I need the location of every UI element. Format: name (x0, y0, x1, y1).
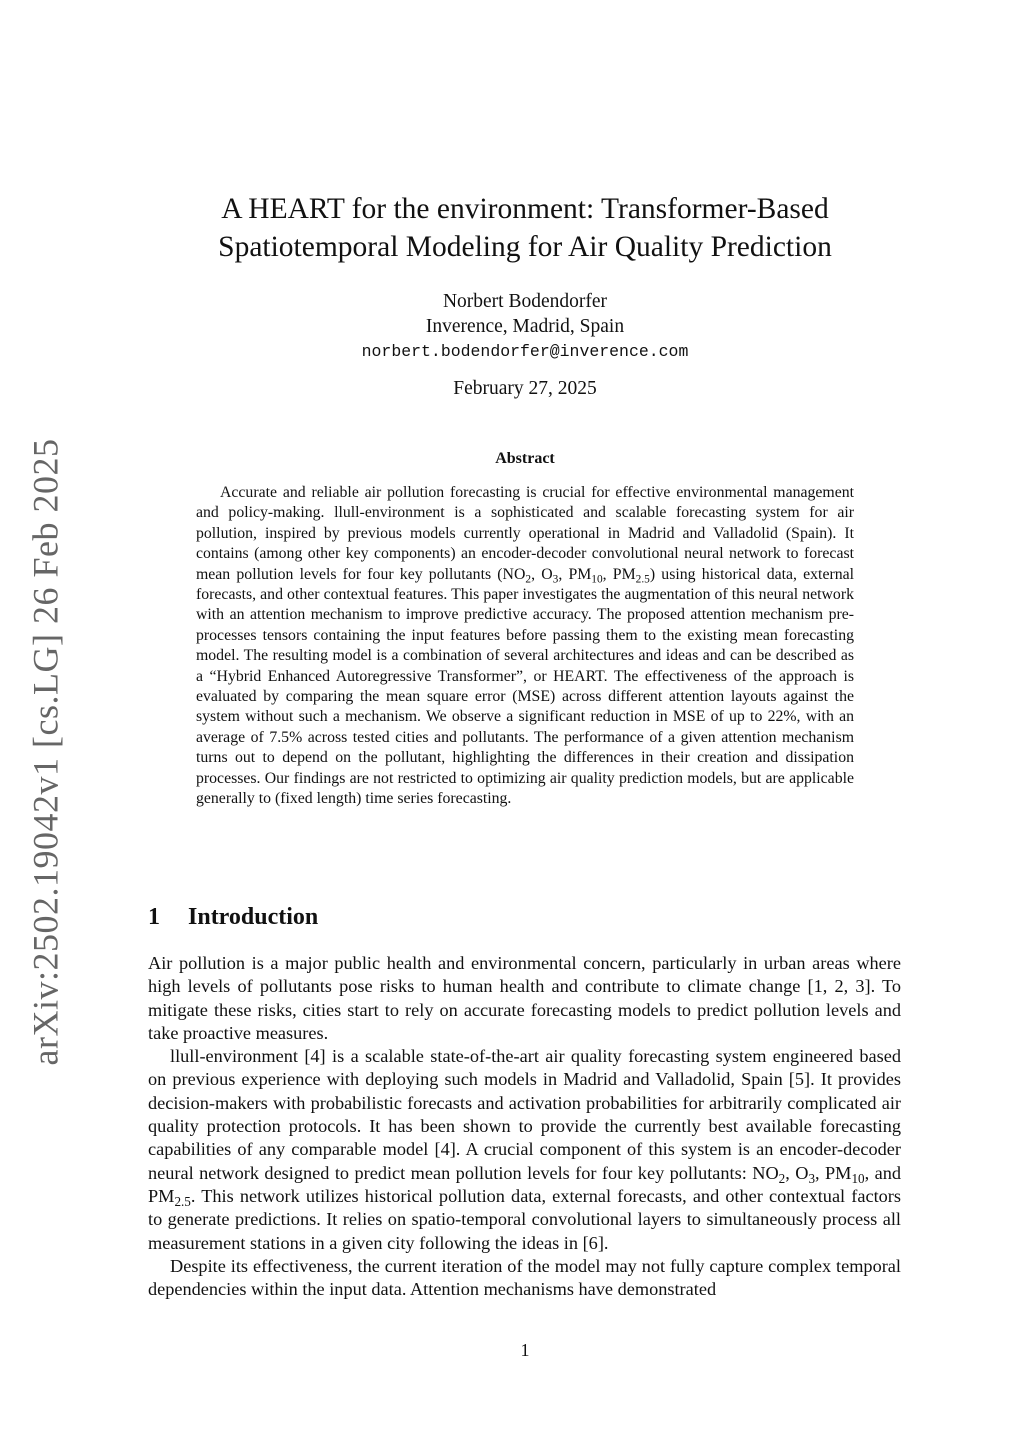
introduction-body (148, 952, 901, 1301)
author-name: Norbert Bodendorfer (442, 291, 608, 312)
intro-paragraph-1: Air pollution is a major public health and environmental concern, particularly in urban areas where high levels of pollutants pose risks to human health and contribute to climate change [1, 2, 3]. To mitigate these risks, cities start to rely on accurate forecasting models to predict pollution levels and take proactive measures. (148, 953, 901, 1043)
subscript: 10 (591, 573, 603, 586)
subscript: 2 (778, 1170, 786, 1186)
abstract-segment: , O (531, 565, 553, 583)
arxiv-identifier-text: arXiv:2502.19042v1 [cs.LG] 26 Feb 2025 (25, 438, 66, 1066)
intro-paragraph-2 (148, 1045, 901, 1255)
subscript: 2.5 (174, 1193, 191, 1209)
intro-paragraph-3: Despite its effectiveness, the current iteration of the model may not fully capture complex temporal dependencies within the input data. Attention mechanisms have demonstrated (148, 1255, 901, 1300)
author-block (150, 289, 900, 364)
intro-segment: . This network utilizes historical pollution data, external forecasts, and other contextual factors to generate predictions. It relies on spatio-temporal convolutional layers to simultaneously process all measurement stations in a given city following the ideas in [6]. (148, 1185, 901, 1253)
abstract-text (196, 483, 854, 810)
intro-segment: , and PM (148, 1162, 901, 1206)
intro-segment: llull-environment [4] is a scalable state-of-the-art air quality forecasting system engineered based on previous experience with deploying such models in Madrid and Valladolid, Spain [5]. It provides decision-makers with probabilistic forecasts and activation probabilities for arbitrarily complicated air quality protection protocols. It has been shown to provide the currently best available forecasting capabilities of any comparable model [4]. A crucial component of this system is an encoder-decoder neural network designed to predict mean pollution levels for four key pollutants: NO (148, 1046, 901, 1183)
page-number: 1 (520, 1340, 530, 1360)
abstract-segment: ) using historical data, external forecasts, and other contextual features. This paper investigates the augmentation of this neural network with an attention mechanism to improve predictive accuracy. The proposed attention mechanism pre-processes tensors containing the input features before passing them to the existing mean forecasting model. The resulting model is a combination of several architectures and ideas and can be described as a “Hybrid Enhanced Autoregressive Transformer”, or HEART. The effectiveness of the approach is evaluated by comparing the mean square error (MSE) across different attention layouts against the system without such a mechanism. We observe a significant reduction in MSE of up to 22%, with an average of 7.5% across tested cities and pollutants. The performance of a given attention mechanism turns out to depend on the pollutant, highlighting the differences in their creation and dissipation processes. Our findings are not restricted to optimizing air quality prediction models, but are applicable generally to (fixed length) time series forecasting. (196, 565, 855, 808)
paper-title (150, 190, 900, 266)
section-title: Introduction (188, 904, 319, 930)
subscript: 3 (808, 1170, 816, 1186)
subscript: 2 (525, 573, 532, 586)
section-heading-introduction (148, 904, 318, 931)
abstract-segment: , PM (558, 565, 592, 583)
section-number: 1 (148, 904, 160, 930)
abstract-segment: Accurate and reliable air pollution forecasting is crucial for effective environmental management and policy-making. llull-environment is a sophisticated and scalable forecasting system for air pollution, inspired by previous models currently operational in Madrid and Valladolid (Spain). It contains (among other key components) an encoder-decoder convolutional neural network to forecast mean pollution levels for four key pollutants (NO (196, 484, 854, 583)
abstract-heading: Abstract (495, 450, 555, 467)
abstract-segment: , PM (602, 565, 636, 583)
title-line-1: A HEART for the environment: Transformer-Based (221, 193, 829, 225)
subscript: 10 (851, 1170, 865, 1186)
intro-segment: , O (785, 1162, 809, 1183)
intro-segment: , PM (815, 1162, 852, 1183)
title-line-2: Spatiotemporal Modeling for Air Quality Prediction (218, 231, 832, 263)
arxiv-identifier (0, 438, 90, 1066)
author-affiliation: Inverence, Madrid, Spain (425, 316, 625, 337)
subscript: 3 (552, 573, 559, 586)
subscript: 2.5 (635, 573, 650, 586)
paper-date: February 27, 2025 (453, 378, 597, 399)
author-email: norbert.bodendorfer@inverence.com (361, 342, 689, 361)
